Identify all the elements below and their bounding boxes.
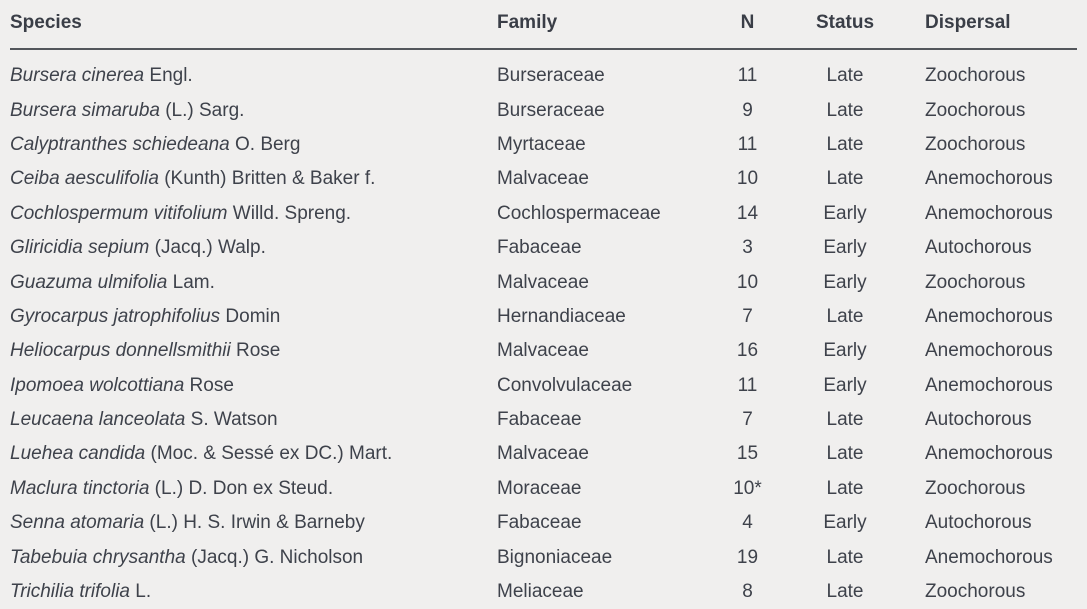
cell-dispersal: Autochorous bbox=[925, 409, 1032, 431]
column-header-n: N bbox=[710, 0, 785, 49]
cell-dispersal: Anemochorous bbox=[925, 546, 1053, 568]
species-binomial: Leucaena lanceolata bbox=[10, 409, 186, 431]
table-row bbox=[10, 300, 1077, 334]
cell-status: Early bbox=[823, 374, 867, 396]
cell-species bbox=[10, 472, 497, 506]
cell-dispersal: Anemochorous bbox=[925, 202, 1053, 224]
cell-family: Fabaceae bbox=[497, 409, 582, 431]
cell-n: 10* bbox=[733, 477, 762, 499]
cell-dispersal: Zoochorous bbox=[925, 99, 1026, 121]
table-row bbox=[10, 197, 1077, 231]
cell-species bbox=[10, 403, 497, 437]
species-binomial: Ceiba aesculifolia bbox=[10, 168, 159, 190]
cell-family: Malvaceae bbox=[497, 443, 589, 465]
table-row bbox=[10, 334, 1077, 368]
cell-n: 19 bbox=[736, 546, 759, 568]
species-author: (L.) H. S. Irwin & Barneby bbox=[144, 512, 365, 534]
cell-family: Fabaceae bbox=[497, 512, 582, 534]
species-binomial: Tabebuia chrysantha bbox=[10, 546, 186, 568]
cell-status: Late bbox=[826, 305, 864, 327]
cell-family: Convolvulaceae bbox=[497, 374, 633, 396]
cell-dispersal: Anemochorous bbox=[925, 374, 1053, 396]
cell-family: Hernandiaceae bbox=[497, 305, 626, 327]
species-author: (Kunth) Britten & Baker f. bbox=[158, 168, 376, 190]
species-author: (L.) Sarg. bbox=[159, 99, 245, 121]
column-header-dispersal: Dispersal bbox=[905, 0, 1077, 49]
cell-status: Late bbox=[826, 133, 864, 155]
species-binomial: Maclura tinctoria bbox=[10, 477, 150, 499]
cell-status: Early bbox=[823, 237, 867, 259]
cell-species bbox=[10, 506, 497, 540]
cell-status: Early bbox=[823, 202, 867, 224]
table-row bbox=[10, 506, 1077, 540]
cell-family: Fabaceae bbox=[497, 237, 582, 259]
species-table bbox=[10, 0, 1077, 609]
species-author: Engl. bbox=[144, 65, 193, 87]
cell-status: Late bbox=[826, 443, 864, 465]
species-author: (Jacq.) G. Nicholson bbox=[185, 546, 364, 568]
cell-dispersal: Anemochorous bbox=[925, 168, 1053, 190]
cell-species bbox=[10, 540, 497, 574]
cell-dispersal: Autochorous bbox=[925, 512, 1032, 534]
species-binomial: Heliocarpus donnellsmithii bbox=[10, 340, 231, 362]
cell-family: Cochlospermaceae bbox=[497, 202, 661, 224]
cell-status: Late bbox=[826, 168, 864, 190]
cell-family: Moraceae bbox=[497, 477, 582, 499]
species-author: (L.) D. Don ex Steud. bbox=[149, 477, 334, 499]
cell-dispersal: Zoochorous bbox=[925, 133, 1026, 155]
cell-n: 10 bbox=[736, 168, 759, 190]
cell-species bbox=[10, 334, 497, 368]
cell-species bbox=[10, 300, 497, 334]
species-author: (Jacq.) Walp. bbox=[149, 237, 266, 259]
table-row bbox=[10, 403, 1077, 437]
cell-species bbox=[10, 93, 497, 127]
cell-status: Early bbox=[823, 512, 867, 534]
cell-n: 10 bbox=[736, 271, 759, 293]
cell-species bbox=[10, 437, 497, 471]
table-row bbox=[10, 265, 1077, 299]
cell-status: Late bbox=[826, 65, 864, 87]
cell-status: Late bbox=[826, 99, 864, 121]
species-author: (Moc. & Sessé ex DC.) Mart. bbox=[145, 443, 393, 465]
species-binomial: Senna atomaria bbox=[10, 512, 145, 534]
cell-n: 8 bbox=[742, 581, 753, 603]
species-author: S. Watson bbox=[185, 409, 278, 431]
cell-status: Late bbox=[826, 546, 864, 568]
cell-n: 7 bbox=[742, 409, 753, 431]
species-binomial: Guazuma ulmifolia bbox=[10, 271, 168, 293]
cell-species bbox=[10, 128, 497, 162]
table-header bbox=[10, 0, 1077, 49]
species-author: Rose bbox=[184, 374, 234, 396]
species-binomial: Gliricidia sepium bbox=[10, 237, 150, 259]
cell-n: 11 bbox=[737, 133, 758, 155]
species-author: Rose bbox=[230, 340, 281, 362]
cell-n: 9 bbox=[742, 99, 753, 121]
cell-species bbox=[10, 369, 497, 403]
species-binomial: Luehea candida bbox=[10, 443, 146, 465]
cell-species bbox=[10, 575, 497, 609]
cell-n: 11 bbox=[737, 65, 758, 87]
cell-family: Burseraceae bbox=[497, 65, 605, 87]
cell-family: Bignoniaceae bbox=[497, 546, 613, 568]
species-author: Lam. bbox=[167, 271, 215, 293]
cell-status: Late bbox=[826, 409, 864, 431]
cell-family: Malvaceae bbox=[497, 168, 589, 190]
species-binomial: Trichilia trifolia bbox=[10, 581, 131, 603]
species-author: Domin bbox=[220, 305, 281, 327]
cell-dispersal: Anemochorous bbox=[925, 305, 1053, 327]
cell-n: 15 bbox=[736, 443, 759, 465]
table-row bbox=[10, 369, 1077, 403]
column-header-status: Status bbox=[785, 0, 905, 49]
species-binomial: Bursera simaruba bbox=[10, 99, 160, 121]
species-binomial: Cochlospermum vitifolium bbox=[10, 202, 228, 224]
cell-family: Burseraceae bbox=[497, 99, 605, 121]
table-row bbox=[10, 540, 1077, 574]
header-row bbox=[10, 0, 1077, 49]
cell-dispersal: Anemochorous bbox=[925, 340, 1053, 362]
cell-status: Late bbox=[826, 477, 864, 499]
cell-dispersal: Zoochorous bbox=[925, 65, 1026, 87]
cell-dispersal: Autochorous bbox=[925, 237, 1032, 259]
cell-n: 14 bbox=[736, 202, 759, 224]
cell-status: Late bbox=[826, 581, 864, 603]
cell-family: Malvaceae bbox=[497, 271, 589, 293]
cell-species bbox=[10, 265, 497, 299]
cell-n: 11 bbox=[737, 374, 758, 396]
cell-family: Malvaceae bbox=[497, 340, 589, 362]
species-author: L. bbox=[130, 581, 152, 603]
cell-family: Myrtaceae bbox=[497, 133, 586, 155]
cell-species bbox=[10, 197, 497, 231]
column-header-family: Family bbox=[497, 0, 710, 49]
cell-status: Early bbox=[823, 271, 867, 293]
table-row bbox=[10, 472, 1077, 506]
cell-dispersal: Zoochorous bbox=[925, 477, 1026, 499]
species-binomial: Gyrocarpus jatrophifolius bbox=[10, 305, 221, 327]
species-binomial: Calyptranthes schiedeana bbox=[10, 133, 230, 155]
cell-status: Early bbox=[823, 340, 867, 362]
cell-family: Meliaceae bbox=[497, 581, 584, 603]
species-binomial: Bursera cinerea bbox=[10, 65, 145, 87]
table-row bbox=[10, 162, 1077, 196]
cell-n: 4 bbox=[742, 512, 753, 534]
cell-dispersal: Zoochorous bbox=[925, 271, 1026, 293]
table-row bbox=[10, 437, 1077, 471]
cell-dispersal: Zoochorous bbox=[925, 581, 1026, 603]
table-row bbox=[10, 575, 1077, 609]
species-author: Willd. Spreng. bbox=[227, 202, 352, 224]
cell-n: 16 bbox=[736, 340, 759, 362]
species-author: O. Berg bbox=[229, 133, 301, 155]
table-row bbox=[10, 231, 1077, 265]
cell-dispersal: Anemochorous bbox=[925, 443, 1053, 465]
cell-species bbox=[10, 231, 497, 265]
table-row bbox=[10, 128, 1077, 162]
cell-n: 7 bbox=[742, 305, 753, 327]
column-header-species: Species bbox=[10, 0, 497, 49]
table-body bbox=[10, 49, 1077, 609]
table-row bbox=[10, 49, 1077, 93]
cell-species bbox=[10, 162, 497, 196]
cell-n: 3 bbox=[742, 237, 753, 259]
cell-species bbox=[10, 49, 497, 93]
table-row bbox=[10, 93, 1077, 127]
species-binomial: Ipomoea wolcottiana bbox=[10, 374, 185, 396]
